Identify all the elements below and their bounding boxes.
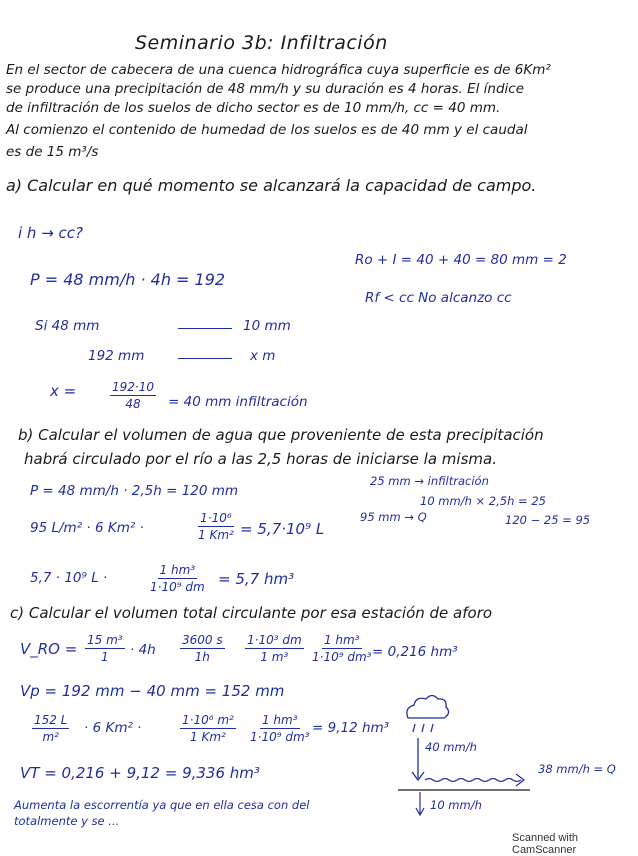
volume-fraction-3-den: 1·10⁹ dm³ (250, 730, 310, 744)
part-c-question: c) Calcular el volumen total circulante por esa estación de aforo (10, 604, 493, 622)
x-fraction-den: 48 (125, 397, 141, 411)
part-b-question-2: habrá circulado por el río a las 2,5 horas de iniciarse la misma. (24, 450, 497, 468)
part-b-volume-2-den: 1·10⁹ dm (150, 580, 205, 594)
statement-line-4: Al comienzo el contenido de humedad de los suelos es de 40 mm y el caudal (6, 122, 528, 138)
part-b-branch-2: 10 mm/h × 2,5h = 25 (420, 494, 546, 508)
vro-fraction-2-num: 3600 s (182, 633, 223, 647)
part-b-volume-1-den: 1 Km² (198, 528, 234, 542)
rule-of-three-1-left: Si 48 mm (35, 318, 100, 334)
vro-fraction-3-den: 1 m³ (260, 650, 289, 664)
part-b-volume-2-result: = 5,7 hm³ (218, 570, 295, 588)
vro-mid: · 4h (130, 642, 156, 658)
scanner-watermark: Scanned with CamScanner (512, 832, 579, 856)
volume-fraction-1-num: 152 L (34, 713, 68, 727)
part-a-side-note-1: Ro + I = 40 + 40 = 80 mm = 2 (355, 252, 567, 268)
conclusion-line-1: Aumenta la escorrentía ya que en ella cesa con del (14, 798, 310, 812)
vp-line: Vp = 192 mm − 40 mm = 152 mm (20, 682, 285, 700)
statement-line-5: es de 15 m³/s (6, 144, 99, 160)
volume-fraction-2-num: 1·10⁶ m² (182, 713, 234, 727)
x-label: x = (50, 382, 77, 400)
part-a-side-note-2: Rf < cc No alcanzo cc (365, 290, 512, 306)
runoff-wave (425, 779, 521, 782)
part-a-precipitation: P = 48 mm/h · 4h = 192 (30, 270, 226, 289)
diagram-label-infiltration: 10 mm/h (430, 798, 482, 812)
statement-line-1: En el sector de cabecera de una cuenca hidrográfica cuya superficie es de 6Km² (6, 62, 551, 78)
part-b-question-1: b) Calcular el volumen de agua que proveniente de esta precipitación (18, 426, 544, 444)
diagram-label-rain: 40 mm/h (425, 740, 477, 754)
vro-result: = 0,216 hm³ (372, 644, 458, 660)
volume-fraction-3-num: 1 hm³ (261, 713, 298, 727)
part-b-precipitation: P = 48 mm/h · 2,5h = 120 mm (30, 483, 239, 499)
vro-fraction-4-num: 1 hm³ (323, 633, 360, 647)
part-b-branch-4: 120 − 25 = 95 (505, 513, 591, 527)
volume-result: = 9,12 hm³ (312, 720, 390, 736)
rule-of-three-1-right: 10 mm (243, 318, 291, 334)
volume-fraction-2-den: 1 Km² (190, 730, 226, 744)
rule-of-three-2-right: x m (250, 348, 276, 364)
part-b-volume-2-left: 5,7 · 10⁹ L · (30, 570, 108, 586)
part-b-volume-1-num: 1·10⁶ (200, 511, 232, 525)
statement-line-2: se produce una precipitación de 48 mm/h y su duración es 4 horas. El índice (6, 81, 525, 97)
part-b-branch-1: 25 mm → infiltración (370, 474, 489, 488)
x-result: = 40 mm infiltración (168, 394, 308, 410)
page-title: Seminario 3b: Infiltración (135, 32, 388, 54)
vro-fraction-2-den: 1h (194, 650, 210, 664)
statement-line-3: de infiltración de los suelos de dicho sector es de 10 mm/h, cc = 40 mm. (6, 100, 501, 116)
vt-line: VT = 0,216 + 9,12 = 9,336 hm³ (20, 764, 260, 782)
part-b-branch-3: 95 mm → Q (360, 510, 427, 524)
part-b-volume-1-left: 95 L/m² · 6 Km² · (30, 520, 144, 536)
vro-fraction-3-num: 1·10³ dm (247, 633, 302, 647)
volume-mid: · 6 Km² · (84, 720, 142, 736)
part-b-volume-2-num: 1 hm³ (159, 563, 196, 577)
rain-cloud-icon (407, 696, 449, 733)
vro-fraction-1-den: 1 (100, 650, 109, 664)
conclusion-line-2: totalmente y se ... (14, 814, 120, 828)
part-b-volume-1-result: = 5,7·10⁹ L (240, 520, 325, 538)
vro-label: V_RO = (20, 640, 78, 658)
diagram-label-flow: 38 mm/h = Q (538, 762, 616, 776)
vro-fraction-4-den: 1·10⁹ dm³ (312, 650, 372, 664)
volume-fraction-1-den: m² (42, 730, 59, 744)
part-a-question: a) Calcular en qué momento se alcanzará la capacidad de campo. (6, 176, 537, 195)
rule-of-three-2-left: 192 mm (88, 348, 145, 364)
part-a-line-1: i h → cc? (18, 224, 84, 242)
x-fraction-num: 192·10 (112, 380, 154, 394)
vro-fraction-1-num: 15 m³ (87, 633, 123, 647)
